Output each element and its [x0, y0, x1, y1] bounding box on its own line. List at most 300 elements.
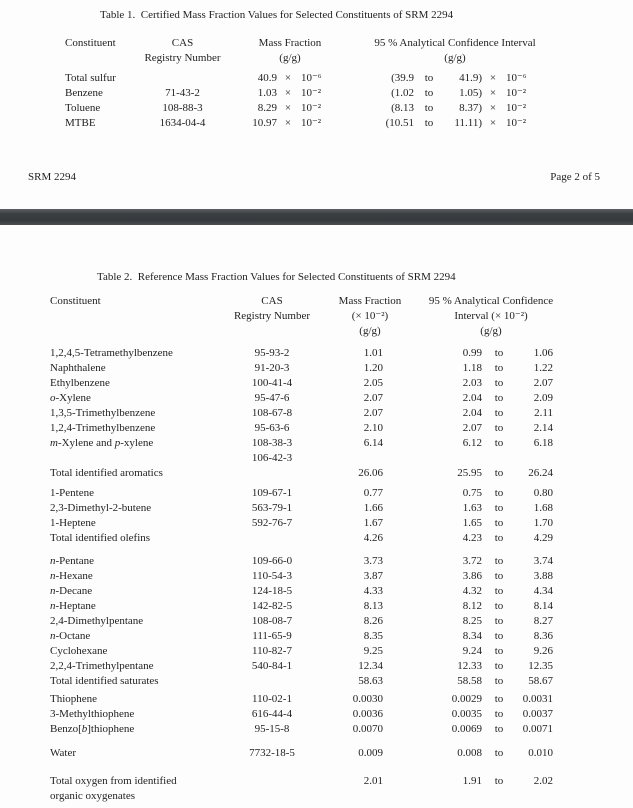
constituent-cell: [50, 486, 207, 501]
mass-value-cell: 10.97: [252, 117, 277, 129]
ci-high-cell: 12.35: [528, 660, 553, 672]
table1-header-mass-units: (g/g): [279, 52, 301, 64]
text: -Pentane: [55, 555, 94, 567]
constituent-cell: [50, 361, 207, 376]
ci-exponent: 10⁻²: [506, 102, 527, 114]
mass-value-cell: 3.87: [363, 570, 383, 582]
text: Ethylbenzene: [50, 377, 110, 389]
mass-value-cell: 1.66: [363, 502, 383, 514]
text: Thiophene: [50, 693, 98, 705]
table2-header-confidence-interval: 95 % Analytical Confidence: [428, 295, 554, 307]
table2-row: [0, 421, 633, 436]
ci-low-cell: 0.99: [462, 347, 482, 359]
table2-row: [0, 644, 633, 659]
constituent-cell: [50, 436, 207, 451]
multiply-sign: ×: [284, 87, 292, 99]
multiply-sign: ×: [489, 72, 497, 84]
ci-high-cell: 1.68: [533, 502, 553, 514]
multiply-sign: ×: [284, 102, 292, 114]
text: Cyclohexane: [50, 645, 108, 657]
table1-rows: [0, 71, 633, 131]
text: Total sulfur: [65, 72, 116, 84]
constituent-cell: [50, 746, 207, 761]
cas-cell: 106-42-3: [251, 452, 293, 464]
table1-header-confidence-interval: 95 % Analytical Confidence Interval: [374, 37, 536, 49]
table2-header-ci-units: (g/g): [480, 325, 502, 337]
ci-high-cell: 0.0037: [522, 708, 553, 720]
text: -Xylene: [55, 392, 91, 404]
ci-high-cell: 2.14: [533, 422, 553, 434]
table2-rows: [0, 346, 633, 804]
ci-low-cell: 4.32: [462, 585, 482, 597]
text: 1,3,5-Trimethylbenzene: [50, 407, 156, 419]
mass-value-cell: 0.0070: [352, 723, 383, 735]
ci-high-cell: 9.26: [533, 645, 553, 657]
table2-row: [0, 722, 633, 737]
text: Water: [50, 747, 76, 759]
cas-cell: [207, 674, 337, 689]
constituent-cell: [50, 451, 207, 466]
table2-header-constituent: Constituent: [50, 295, 101, 307]
ci-high-cell: 8.14: [533, 600, 553, 612]
ci-high-cell: 8.36: [533, 630, 553, 642]
to-label: to: [494, 392, 504, 404]
text: Naphthalene: [50, 362, 106, 374]
text: 2,4-Dimethylpentane: [50, 615, 144, 627]
to-label: to: [494, 723, 504, 735]
to-label: to: [494, 630, 504, 642]
constituent-cell: [50, 554, 207, 569]
cas-cell: 110-54-3: [252, 570, 292, 582]
ci-low-cell: 0.008: [457, 747, 482, 759]
constituent-cell: [50, 376, 207, 391]
to-label: to: [494, 347, 504, 359]
ci-exponent: 10⁻²: [506, 87, 527, 99]
text: -xylene: [120, 437, 154, 449]
constituent-cell: [50, 629, 207, 644]
table2-row: [0, 346, 633, 361]
text: organic oxygenates: [50, 790, 136, 802]
mass-value-cell: 1.20: [363, 362, 383, 374]
to-label: to: [494, 708, 504, 720]
text: -Heptane: [55, 600, 96, 612]
ci-high-cell: 1.22: [533, 362, 553, 374]
italic-text: n: [50, 585, 56, 597]
mass-exponent: 10⁻²: [301, 117, 322, 129]
to-label: to: [424, 117, 434, 129]
table2-header-mass-units: (g/g): [359, 325, 381, 337]
ci-high-cell: 1.05): [459, 87, 482, 99]
cas-cell: 95-15-8: [254, 723, 290, 735]
table2-row: [0, 692, 633, 707]
text: ]thiophene: [87, 723, 135, 735]
ci-high-cell: 0.0031: [522, 693, 553, 705]
mass-value-cell: 2.01: [363, 775, 383, 787]
italic-text: n: [50, 600, 56, 612]
mass-value-cell: 0.009: [358, 747, 383, 759]
table2-row: [0, 614, 633, 629]
document-page-3: [0, 225, 633, 808]
to-label: to: [494, 377, 504, 389]
ci-low-cell: 4.23: [462, 532, 482, 544]
ci-high-cell: 4.29: [533, 532, 553, 544]
mass-value-cell: 0.0030: [352, 693, 383, 705]
table2-row: [0, 674, 633, 689]
to-label: to: [424, 102, 434, 114]
mass-value-cell: 1.03: [257, 87, 277, 99]
table2-group: [0, 554, 633, 689]
cas-cell: 110-82-7: [252, 645, 292, 657]
ci-high-cell: 1.70: [533, 517, 553, 529]
ci-low-cell: 3.86: [462, 570, 482, 582]
ci-low-cell: 58.58: [457, 675, 482, 687]
constituent-cell: [50, 614, 207, 629]
text: 1-Heptene: [50, 517, 96, 529]
ci-low-cell: 3.72: [462, 555, 482, 567]
to-label: to: [494, 437, 504, 449]
cas-cell: 109-66-0: [251, 555, 293, 567]
constituent-cell: [50, 569, 207, 584]
cas-cell: 7732-18-5: [249, 747, 295, 759]
to-label: to: [494, 517, 504, 529]
ci-low-cell: 9.24: [462, 645, 482, 657]
cas-cell: 124-18-5: [251, 585, 293, 597]
text: MTBE: [65, 117, 96, 129]
ci-high-cell: 26.24: [528, 467, 553, 479]
ci-low-cell: 25.95: [457, 467, 482, 479]
cas-cell: 108-38-3: [251, 437, 293, 449]
table2-group: [0, 486, 633, 546]
table1-row: [0, 116, 633, 131]
mass-value-cell: 40.9: [257, 72, 277, 84]
table2-header-mass-fraction: Mass Fraction: [338, 295, 402, 307]
ci-low-cell: 1.63: [462, 502, 482, 514]
table1-header-ci-units: (g/g): [444, 52, 466, 64]
document-page-2: [0, 0, 633, 209]
constituent-cell: [50, 516, 207, 531]
table2-row: [0, 466, 633, 481]
table2-row: [0, 516, 633, 531]
constituent-cell: [50, 644, 207, 659]
table2-row: [0, 451, 633, 466]
cas-cell: 95-47-6: [254, 392, 290, 404]
table2-row: [0, 436, 633, 451]
table2-row: [0, 599, 633, 614]
ci-high-cell: 0.010: [528, 747, 553, 759]
table1-row: [0, 71, 633, 86]
constituent-cell: [50, 722, 207, 737]
footer-page-indicator: Page 2 of 5: [550, 171, 600, 183]
mass-value-cell: 2.07: [363, 392, 383, 404]
to-label: to: [424, 72, 434, 84]
text: 3-Methylthiophene: [50, 708, 135, 720]
cas-cell: 111-65-9: [252, 630, 292, 642]
ci-low-cell: (1.02: [391, 87, 414, 99]
mass-value-cell: 4.33: [363, 585, 383, 597]
text: Total identified olefins: [50, 532, 151, 544]
to-label: to: [494, 362, 504, 374]
italic-text: n: [50, 555, 56, 567]
page2-footer: [28, 170, 600, 185]
table2-group: [0, 692, 633, 737]
cas-cell: 540-84-1: [251, 660, 293, 672]
text: Total identified saturates: [50, 675, 159, 687]
table2-row: [0, 774, 633, 789]
constituent-cell: [50, 466, 207, 481]
cas-cell: 95-63-6: [254, 422, 290, 434]
mass-value-cell: 0.77: [363, 487, 383, 499]
cas-cell: 100-41-4: [251, 377, 293, 389]
constituent-cell: [50, 406, 207, 421]
constituent-cell: [65, 116, 130, 131]
text: 1,2,4-Trimethylbenzene: [50, 422, 156, 434]
mass-value-cell: 2.10: [363, 422, 383, 434]
cas-cell: 91-20-3: [254, 362, 290, 374]
cas-cell: 108-67-8: [251, 407, 293, 419]
ci-high-cell: 2.07: [533, 377, 553, 389]
mass-value-cell: 8.26: [363, 615, 383, 627]
cas-cell: [207, 774, 337, 789]
mass-value-cell: [337, 789, 383, 804]
text: -Octane: [55, 630, 91, 642]
to-label: to: [494, 585, 504, 597]
constituent-cell: [50, 674, 207, 689]
mass-value-cell: 8.35: [363, 630, 383, 642]
table2-row: [0, 406, 633, 421]
mass-value-cell: 1.67: [363, 517, 383, 529]
table2-title: Table 2. Reference Mass Fraction Values for Selected Constituents of SRM 2294: [97, 271, 456, 283]
cas-cell: [130, 71, 235, 86]
ci-exponent: 10⁻⁶: [506, 72, 527, 84]
ci-low-cell: (8.13: [391, 102, 414, 114]
cas-cell: 95-93-2: [254, 347, 290, 359]
table2-row: [0, 584, 633, 599]
ci-high-cell: 11.11): [454, 117, 482, 129]
ci-low-cell: 0.75: [462, 487, 482, 499]
table2-row: [0, 569, 633, 584]
constituent-cell: [50, 391, 207, 406]
to-label: to: [494, 645, 504, 657]
page-separator: [0, 209, 633, 225]
footer-doc-id: SRM 2294: [28, 171, 76, 183]
table2-header-registry-number: Registry Number: [233, 310, 311, 322]
table1-header-cas: CAS: [171, 37, 194, 49]
mass-exponent: 10⁻⁶: [301, 72, 322, 84]
mass-value-cell: 2.05: [363, 377, 383, 389]
constituent-cell: [50, 346, 207, 361]
text: Benzene: [65, 87, 103, 99]
cas-cell: 71-43-2: [165, 87, 200, 99]
to-label: to: [494, 407, 504, 419]
mass-value-cell: 1.01: [363, 347, 383, 359]
text: 1-Pentene: [50, 487, 94, 499]
table2-row: [0, 376, 633, 391]
to-label: to: [494, 693, 504, 705]
table1-header-registry-number: Registry Number: [144, 52, 221, 64]
to-label: [482, 789, 516, 804]
ci-high-cell: [516, 789, 553, 804]
ci-high-cell: 0.80: [533, 487, 553, 499]
ci-low-cell: 6.12: [462, 437, 482, 449]
constituent-cell: [50, 584, 207, 599]
ci-high-cell: 4.34: [533, 585, 553, 597]
constituent-cell: [50, 707, 207, 722]
to-label: to: [494, 532, 504, 544]
mass-value-cell: [337, 451, 383, 466]
ci-low-cell: 0.0069: [451, 723, 482, 735]
mass-value-cell: 26.06: [358, 467, 383, 479]
ci-high-cell: 2.02: [533, 775, 553, 787]
ci-high-cell: 0.0071: [522, 723, 553, 735]
ci-exponent: 10⁻²: [506, 117, 527, 129]
multiply-sign: ×: [284, 72, 292, 84]
ci-high-cell: 6.18: [533, 437, 553, 449]
mass-value-cell: 2.07: [363, 407, 383, 419]
table2-header-cas: CAS: [261, 295, 283, 307]
to-label: to: [494, 422, 504, 434]
cas-cell: 592-76-7: [251, 517, 293, 529]
cas-cell: 563-79-1: [251, 502, 293, 514]
table1-header-constituent: Constituent: [65, 37, 116, 49]
cas-cell: 108-88-3: [162, 102, 203, 114]
table2-row: [0, 746, 633, 761]
ci-high-cell: 8.37): [459, 102, 482, 114]
ci-low-cell: 1.65: [462, 517, 482, 529]
table1-header-mass-fraction: Mass Fraction: [258, 37, 322, 49]
cas-cell: [207, 789, 337, 804]
cas-cell: 1634-04-4: [159, 117, 206, 129]
ci-high-cell: 8.27: [533, 615, 553, 627]
text: -Hexane: [55, 570, 93, 582]
mass-value-cell: 6.14: [363, 437, 383, 449]
cas-cell: 110-02-1: [252, 693, 292, 705]
multiply-sign: ×: [489, 102, 497, 114]
constituent-cell: [65, 101, 130, 116]
table2-row: [0, 501, 633, 516]
cas-cell: 142-82-5: [251, 600, 293, 612]
table2-group: [0, 746, 633, 761]
italic-text: n: [50, 570, 56, 582]
multiply-sign: ×: [284, 117, 292, 129]
italic-text: n: [50, 630, 56, 642]
table2-row: [0, 531, 633, 546]
mass-value-cell: 58.63: [358, 675, 383, 687]
table2-header-interval-scale: Interval (× 10⁻²): [454, 310, 528, 322]
to-label: to: [494, 502, 504, 514]
to-label: to: [494, 570, 504, 582]
table2-row: [0, 554, 633, 569]
ci-high-cell: 58.67: [528, 675, 553, 687]
table2-group: [0, 346, 633, 481]
mass-value-cell: 4.26: [363, 532, 383, 544]
mass-value-cell: 0.0036: [352, 708, 383, 720]
italic-text: p: [114, 437, 121, 449]
mass-value-cell: 12.34: [358, 660, 383, 672]
ci-high-cell: 2.11: [534, 407, 553, 419]
table1-title: Table 1. Certified Mass Fraction Values for Selected Constituents of SRM 2294: [100, 9, 454, 21]
to-label: to: [494, 467, 504, 479]
mass-value-cell: 8.29: [257, 102, 277, 114]
ci-high-cell: 3.88: [533, 570, 553, 582]
ci-low-cell: 2.04: [462, 392, 482, 404]
text: Benzo[: [50, 723, 82, 735]
mass-exponent: 10⁻²: [301, 102, 322, 114]
text: 1,2,4,5-Tetramethylbenzene: [50, 347, 173, 359]
to-label: to: [494, 675, 504, 687]
constituent-cell: [50, 692, 207, 707]
mass-value-cell: 3.73: [363, 555, 383, 567]
cas-cell: 616-44-4: [251, 708, 293, 720]
text: 2,3-Dimethyl-2-butene: [50, 502, 152, 514]
constituent-cell: [50, 789, 207, 804]
to-label: [482, 451, 516, 466]
ci-low-cell: 8.34: [462, 630, 482, 642]
table2-row: [0, 391, 633, 406]
table1-row: [0, 101, 633, 116]
constituent-cell: [50, 774, 207, 789]
to-label: to: [494, 615, 504, 627]
ci-low-cell: 0.0029: [451, 693, 482, 705]
ci-high-cell: 3.74: [533, 555, 553, 567]
to-label: to: [424, 87, 434, 99]
cas-cell: [207, 466, 337, 481]
to-label: to: [494, 600, 504, 612]
constituent-cell: [50, 501, 207, 516]
italic-text: b: [81, 723, 88, 735]
multiply-sign: ×: [489, 87, 497, 99]
multiply-sign: ×: [489, 117, 497, 129]
ci-low-cell: [383, 789, 482, 804]
constituent-cell: [50, 659, 207, 674]
constituent-cell: [65, 86, 130, 101]
table1-row: [0, 86, 633, 101]
text: Total identified aromatics: [50, 467, 163, 479]
constituent-cell: [50, 599, 207, 614]
ci-low-cell: 1.18: [462, 362, 482, 374]
italic-text: o: [50, 392, 56, 404]
constituent-cell: [65, 71, 130, 86]
mass-value-cell: 9.25: [363, 645, 383, 657]
ci-low-cell: 8.25: [462, 615, 482, 627]
table2-row: [0, 707, 633, 722]
to-label: to: [494, 747, 504, 759]
ci-low-cell: 12.33: [457, 660, 482, 672]
ci-low-cell: (10.51: [385, 117, 414, 129]
ci-low-cell: 2.04: [462, 407, 482, 419]
to-label: to: [494, 660, 504, 672]
constituent-cell: [50, 531, 207, 546]
ci-low-cell: 0.0035: [451, 708, 482, 720]
italic-text: m: [50, 437, 58, 449]
text: -Decane: [55, 585, 93, 597]
table2-group: [0, 774, 633, 804]
to-label: to: [494, 555, 504, 567]
text: Toluene: [65, 102, 101, 114]
cas-cell: 109-67-1: [251, 487, 293, 499]
constituent-cell: [50, 421, 207, 436]
ci-high-cell: 1.06: [533, 347, 553, 359]
ci-low-cell: [383, 451, 482, 466]
table2-header-mass-scale: (× 10⁻²): [351, 310, 389, 322]
to-label: to: [494, 775, 504, 787]
mass-value-cell: 8.13: [363, 600, 383, 612]
ci-high-cell: 2.09: [533, 392, 553, 404]
ci-high-cell: [516, 451, 553, 466]
table2-row: [0, 789, 633, 804]
text: 2,2,4-Trimethylpentane: [50, 660, 154, 672]
table2-row: [0, 629, 633, 644]
ci-low-cell: 8.12: [462, 600, 482, 612]
